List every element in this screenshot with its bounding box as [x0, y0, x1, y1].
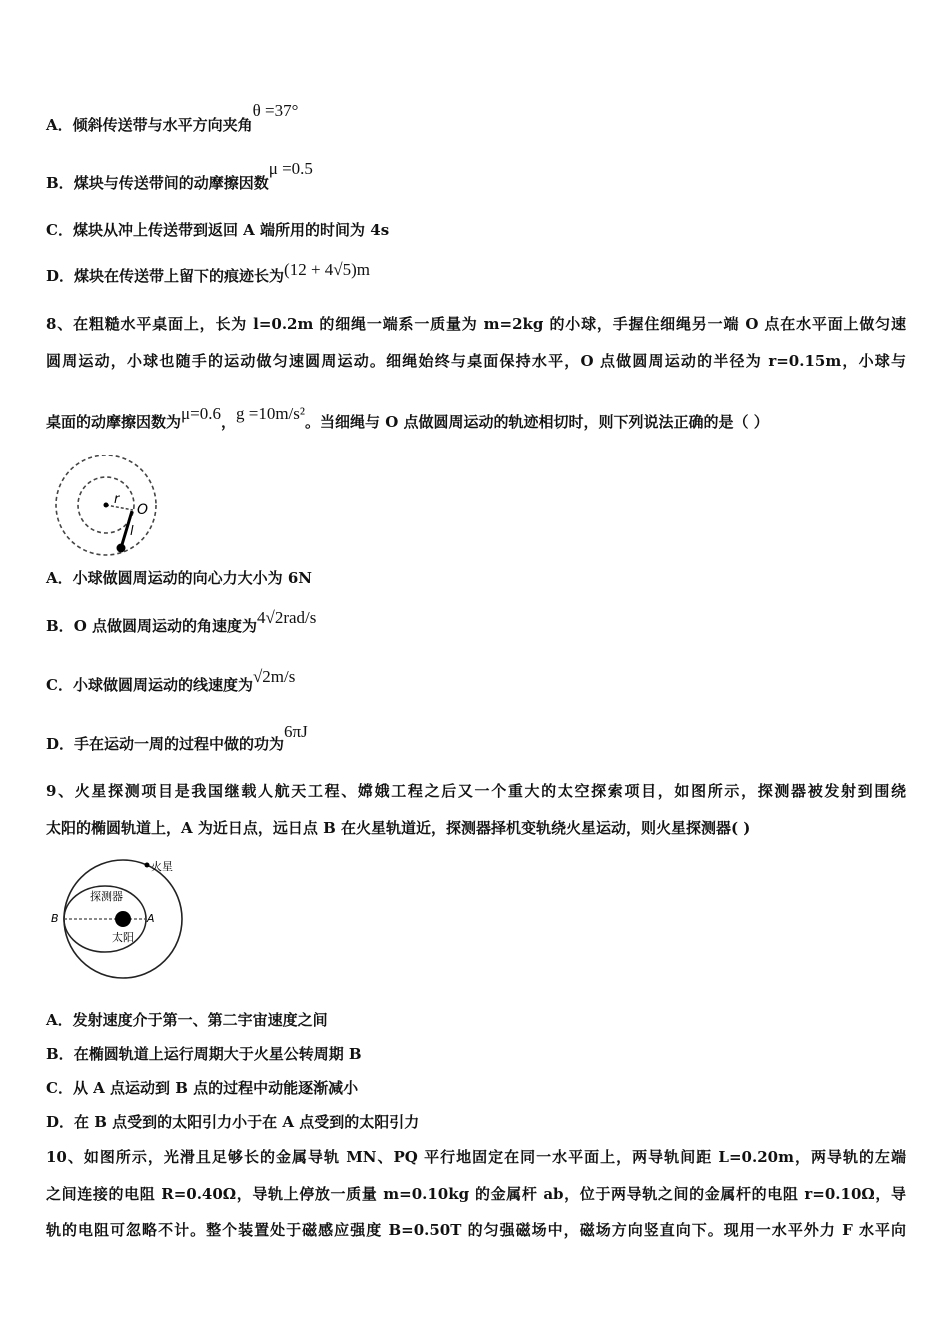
sun — [115, 911, 131, 927]
q9-option-a: A．发射速度介于第一、第二宇宙速度之间 — [46, 1011, 328, 1029]
point-b-label: B — [51, 912, 59, 925]
q8-option-b-math: 4√2rad/s — [256, 608, 317, 627]
q10-stem-line-1: 10、如图所示，光滑且足够长的金属导轨 MN、PQ 平行地固定在同一水平面上，两导轨间距 L=0.20m，两导轨的左端 — [46, 1148, 906, 1166]
q8-center-dot — [104, 503, 109, 508]
q8-label-o: O — [137, 502, 149, 518]
q8-stem-line-2: 圆周运动，小球也随手的运动做匀速圆周运动。细绳始终与桌面保持水平，O 点做圆周运动的半径为 r=0.15m，小球与 — [46, 352, 906, 370]
q7-option-b: B．煤块与传送带间的动摩擦因数μ =0.5 — [46, 159, 313, 192]
q7-option-a: A．倾斜传送带与水平方向夹角θ =37° — [46, 101, 299, 134]
q9-option-d: D．在 B 点受到的太阳引力小于在 A 点受到的太阳引力 — [46, 1113, 420, 1131]
sun-label: 太阳 — [112, 931, 134, 944]
q10-stem-line-2: 之间连接的电阻 R=0.40Ω，导轨上停放一质量 m=0.10kg 的金属杆 ab，位于两导轨之间的金属杆的电阻 r=0.10Ω，导 — [46, 1185, 906, 1203]
q8-mu-math: μ=0.6 — [181, 404, 221, 423]
q8-g-math: g =10m/s² — [235, 404, 305, 423]
mars-dot — [145, 863, 150, 868]
q9-option-c: C．从 A 点运动到 B 点的过程中动能逐渐减小 — [46, 1079, 359, 1097]
q8-stem-line-1: 8、在粗糙水平桌面上，长为 l=0.2m 的细绳一端系一质量为 m=2kg 的小球，手握住细绳另一端 O 点在水平面上做匀速 — [46, 315, 906, 333]
q9-stem-line-2: 太阳的椭圆轨道上，A 为近日点，远日点 B 在火星轨道近，探测器择机变轨绕火星运动，则火星探测器( ) — [46, 819, 751, 837]
q7-option-b-math: μ =0.5 — [268, 159, 313, 178]
q8-label-l: l — [130, 524, 134, 539]
q8-stem-line-3: 桌面的动摩擦因数为μ=0.6，g =10m/s²。当细绳与 O 点做圆周运动的轨迹相切时，则下列说法正确的是（ ） — [46, 404, 769, 431]
mars-label: 火星 — [151, 860, 173, 873]
q8-option-c-math: √2m/s — [252, 667, 296, 686]
q8-ball — [117, 544, 126, 553]
q8-circle-figure — [48, 455, 166, 559]
q8-option-c: C．小球做圆周运动的线速度为√2m/s — [46, 667, 296, 694]
q8-option-d-math: 6πJ — [284, 722, 308, 741]
q7-option-a-math: θ =37° — [252, 101, 299, 120]
q8-radius-line — [106, 505, 133, 510]
q8-option-b: B．O 点做圆周运动的角速度为4√2rad/s — [46, 608, 317, 635]
q10-stem-line-3: 轨的电阻可忽略不计。整个装置处于磁感应强度 B=0.50T 的匀强磁场中，磁场方向竖直向下。现用一水平外力 F 水平向 — [46, 1221, 906, 1239]
q8-option-d: D．手在运动一周的过程中做的功为6πJ — [46, 722, 308, 753]
q7-option-d: D．煤块在传送带上留下的痕迹长为(12 + 4√5)m — [46, 260, 370, 285]
q8-label-r: r — [114, 492, 120, 507]
q7-option-d-math: (12 + 4√5)m — [284, 260, 370, 279]
q9-stem-line-1: 9、火星探测项目是我国继载人航天工程、嫦娥工程之后又一个重大的太空探索项目，如图所示，探测器被发射到围绕 — [46, 782, 906, 800]
q9-orbit-figure — [48, 856, 188, 982]
probe-label: 探测器 — [90, 890, 123, 903]
q9-option-b: B．在椭圆轨道上运行周期大于火星公转周期 B — [46, 1045, 362, 1063]
q7-option-c: C．煤块从冲上传送带到返回 A 端所用的时间为 4s — [46, 221, 390, 239]
q8-option-a: A．小球做圆周运动的向心力大小为 6N — [46, 569, 313, 587]
point-a-label: A — [147, 912, 155, 925]
